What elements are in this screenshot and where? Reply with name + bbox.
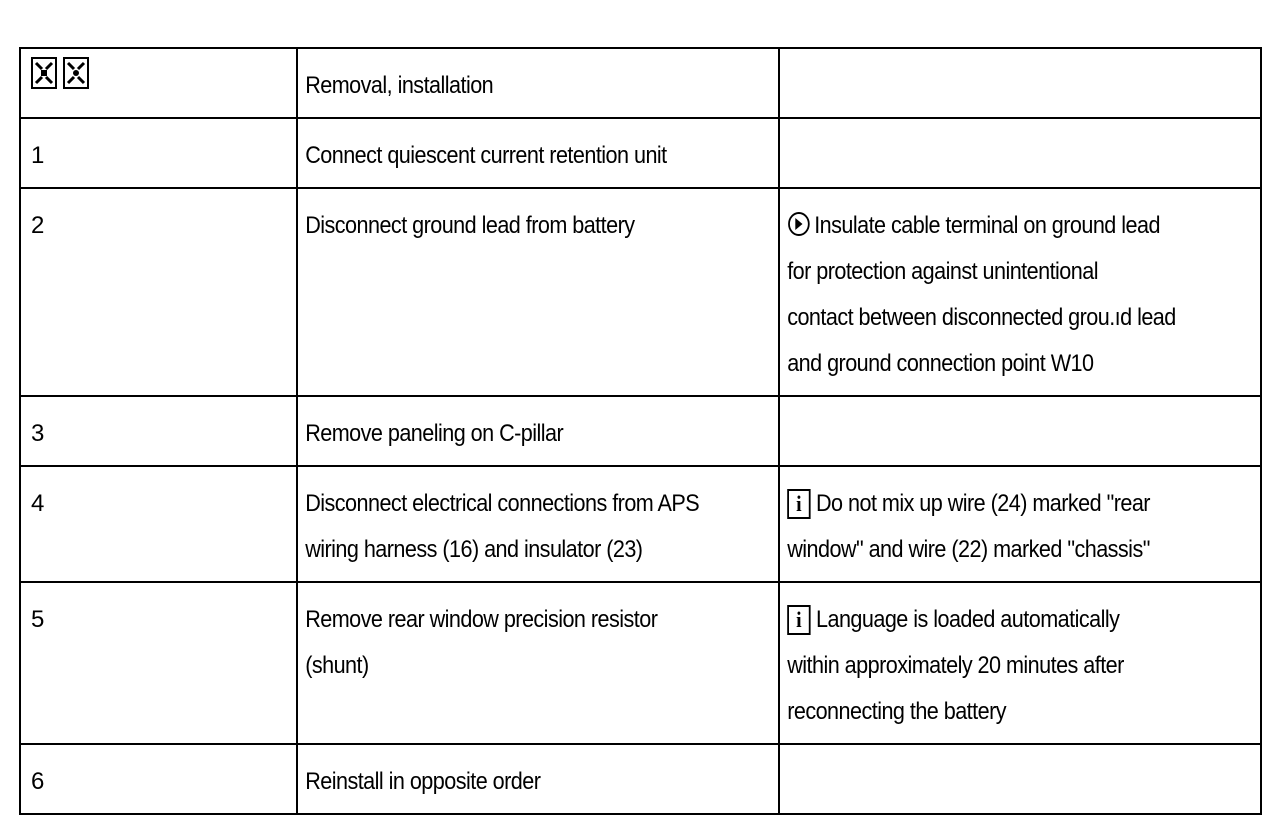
step-action-line: Reinstall in opposite order bbox=[305, 768, 541, 795]
step-number: 2 bbox=[31, 212, 44, 239]
step-note-cell bbox=[779, 582, 1261, 744]
step-action-line: Disconnect electrical connections from APS bbox=[305, 490, 700, 517]
header-title: Removal, installation bbox=[305, 72, 494, 99]
caution-icon bbox=[787, 211, 810, 237]
step-number-cell bbox=[20, 188, 297, 396]
step-action-cell bbox=[297, 118, 779, 188]
note-line: Insulate cable terminal on ground lead bbox=[787, 203, 1205, 249]
note-line: contact between disconnected grou.ıd lead bbox=[787, 304, 1176, 331]
step-action-cell bbox=[297, 188, 779, 396]
step-action-line: Remove rear window precision resistor bbox=[305, 606, 658, 633]
note-line: and ground connection point W10 bbox=[787, 350, 1094, 377]
removal-tool-icon bbox=[31, 57, 57, 89]
step-action-cell bbox=[297, 466, 779, 582]
table-row bbox=[20, 744, 1261, 814]
step-number: 3 bbox=[31, 420, 44, 447]
table-row bbox=[20, 396, 1261, 466]
step-number-cell bbox=[20, 396, 297, 466]
step-number: 1 bbox=[31, 142, 44, 169]
step-number: 4 bbox=[31, 490, 44, 517]
note-line: reconnecting the battery bbox=[787, 698, 1006, 725]
header-notes-cell bbox=[779, 48, 1261, 118]
installation-tool-icon bbox=[63, 57, 89, 89]
step-action-cell bbox=[297, 396, 779, 466]
step-action-line: (shunt) bbox=[305, 652, 369, 679]
step-number: 5 bbox=[31, 606, 44, 633]
note-line: for protection against unintentional bbox=[787, 258, 1098, 285]
step-action-line: Remove paneling on C-pillar bbox=[305, 420, 564, 447]
table-row bbox=[20, 582, 1261, 744]
table-row bbox=[20, 188, 1261, 396]
header-icon-cell bbox=[20, 48, 297, 118]
note-line: within approximately 20 minutes after bbox=[787, 652, 1124, 679]
note-line: i Language is loaded automatically bbox=[787, 597, 1205, 643]
step-action-line: wiring harness (16) and insulator (23) bbox=[305, 536, 643, 563]
note-line: window" and wire (22) marked "chassis" bbox=[787, 536, 1150, 563]
info-icon: i bbox=[787, 605, 810, 635]
step-number-cell bbox=[20, 118, 297, 188]
step-note-cell bbox=[779, 466, 1261, 582]
step-note-cell bbox=[779, 188, 1261, 396]
table-row bbox=[20, 118, 1261, 188]
step-number-cell bbox=[20, 466, 297, 582]
step-action-line: Connect quiescent current retention unit bbox=[305, 142, 667, 169]
step-note-cell bbox=[779, 744, 1261, 814]
step-note-cell bbox=[779, 118, 1261, 188]
step-number: 6 bbox=[31, 768, 44, 795]
note-line: i Do not mix up wire (24) marked "rear bbox=[787, 481, 1205, 527]
step-action-cell bbox=[297, 744, 779, 814]
procedure-table bbox=[19, 47, 1262, 815]
step-number-cell bbox=[20, 582, 297, 744]
step-action-cell bbox=[297, 582, 779, 744]
step-note-cell bbox=[779, 396, 1261, 466]
table-row bbox=[20, 466, 1261, 582]
table-header-row bbox=[20, 48, 1261, 118]
header-title-cell bbox=[297, 48, 779, 118]
step-number-cell bbox=[20, 744, 297, 814]
step-action-line: Disconnect ground lead from battery bbox=[305, 212, 635, 239]
info-icon: i bbox=[787, 489, 810, 519]
